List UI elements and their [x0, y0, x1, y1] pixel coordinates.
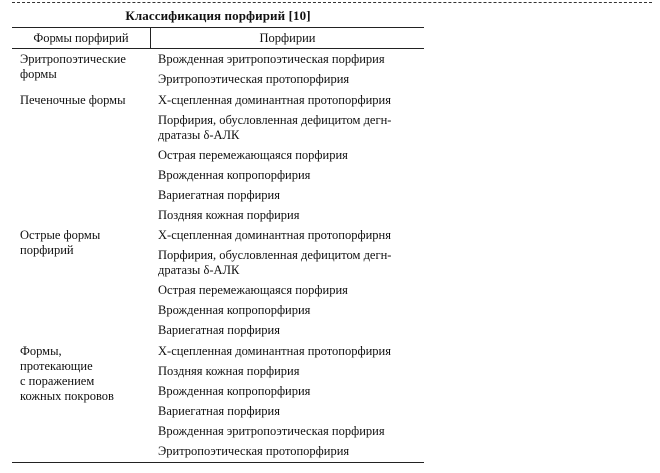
porphyria-item: Порфирия, обусловленная дефицитом дегн-	[158, 248, 392, 262]
table-top-rule	[12, 27, 424, 28]
group-cutaneous-line-2: протекающие	[20, 359, 93, 373]
porphyria-item: Поздняя кожная порфирия	[158, 364, 300, 378]
porphyria-item: Эритропоэтическая протопорфирия	[158, 72, 350, 86]
porphyria-item: Острая перемежающаяся порфирия	[158, 283, 348, 297]
group-cutaneous-line-1: Формы,	[20, 344, 62, 358]
header-bottom-rule	[12, 48, 424, 49]
porphyria-item: Х-сцепленная доминантная протопорфирия	[158, 344, 391, 358]
porphyria-item: Вариегатная порфирия	[158, 404, 280, 418]
porphyria-item: Острая перемежающаяся порфирия	[158, 148, 348, 162]
porphyria-item: Х-сцепленная доминантная протопорфирня	[158, 228, 391, 242]
porphyria-item: Эритропоэтическая протопорфирия	[158, 444, 350, 458]
column-header-porphyrias: Порфирии	[259, 31, 316, 45]
porphyria-item: Х-сцепленная доминантная протопорфирия	[158, 93, 391, 107]
porphyria-item-continuation: дратазы δ-АЛК	[158, 128, 240, 142]
group-hepatic-line-1: Печеночные формы	[20, 93, 126, 107]
porphyria-item: Врожденная копропорфирия	[158, 384, 311, 398]
column-header-forms: Формы порфирий	[33, 31, 129, 45]
porphyria-item: Порфирия, обусловленная дефицитом дегн-	[158, 113, 392, 127]
page-top-dashed-border	[12, 2, 652, 3]
porphyria-item: Врожденная копропорфирия	[158, 303, 311, 317]
porphyria-item: Врожденная эритропоэтическая порфирия	[158, 52, 385, 66]
group-acute-line-2: порфирий	[20, 243, 74, 257]
porphyria-item: Врожденная копропорфирия	[158, 168, 311, 182]
group-cutaneous-line-4: кожных покровов	[20, 389, 114, 403]
porphyria-item: Врожденная эритропоэтическая порфирия	[158, 424, 385, 438]
porphyria-item: Вариегатная порфирия	[158, 188, 280, 202]
group-acute-line-1: Острые формы	[20, 228, 101, 242]
group-erythropoietic-line-2: формы	[20, 67, 57, 81]
porphyria-item: Вариегатная порфирия	[158, 323, 280, 337]
group-cutaneous-line-3: с поражением	[20, 374, 95, 388]
porphyria-item-continuation: дратазы δ-АЛК	[158, 263, 240, 277]
table-bottom-rule	[12, 462, 424, 463]
table-title: Классификация порфирий [10]	[125, 8, 311, 23]
porphyria-item: Поздняя кожная порфирия	[158, 208, 300, 222]
group-erythropoietic-line-1: Эритропоэтические	[20, 52, 126, 66]
